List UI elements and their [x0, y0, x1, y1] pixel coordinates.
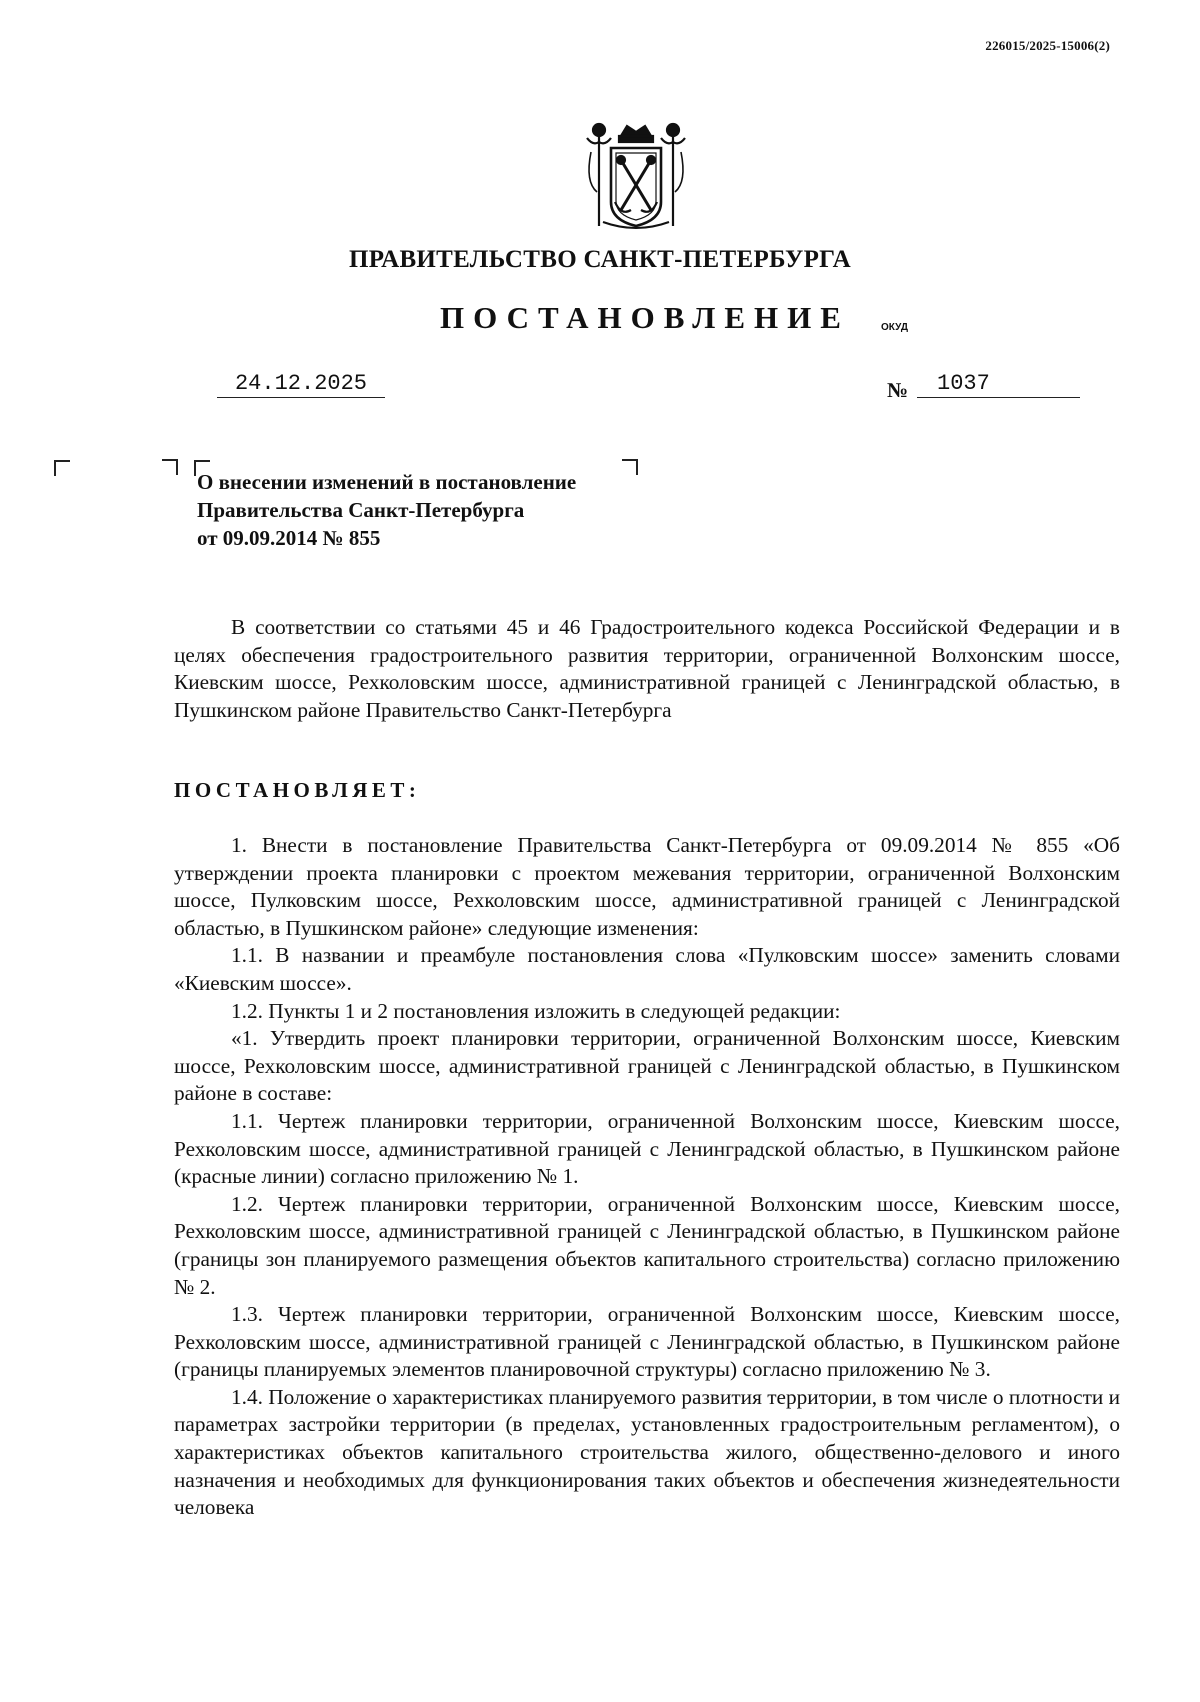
organization-name: ПРАВИТЕЛЬСТВО САНКТ-ПЕТЕРБУРГА	[348, 246, 852, 273]
paragraph: 1.1. Чертеж планировки территории, ограниченной Волхонским шоссе, Киевским шоссе, Рехколовским шоссе, административной границей с Ленинградской областью, в Пушкинском районе (красные линии) согласно приложению № 1.	[174, 1108, 1120, 1189]
paragraph: 1.4. Положение о характеристиках планируемого развития территории, в том числе о плотности и параметрах застройки территории (в пределах, установленных градостроительным регламентом), о характеристиках объектов капитального строительства жилого, общественно-делового и иного назначения и необходимых для функционирования таких объектов и обеспечения жизнедеятельности человека	[174, 1384, 1120, 1520]
document-code: 226015/2025-15006(2)	[985, 38, 1110, 53]
coat-of-arms-icon	[583, 122, 689, 232]
paragraph: 1.2. Пункты 1 и 2 постановления изложить в следующей редакции:	[231, 998, 841, 1023]
document-subject	[197, 468, 657, 552]
okud-label: ОКУД	[881, 322, 908, 333]
document-date: 24.12.2025	[217, 371, 385, 398]
paragraph: «1. Утвердить проект планировки территории, ограниченной Волхонским шоссе, Киевским шоссе, Рехколовским шоссе, административной границей с Ленинградской областью, в Пушкинском районе в составе:	[174, 1026, 1120, 1106]
document-number: 1037	[917, 371, 1080, 398]
paragraph: 1.3. Чертеж планировки территории, ограниченной Волхонским шоссе, Киевским шоссе, Рехколовским шоссе, административной границей с Ленинградской областью, в Пушкинском районе (границы планируемых элементов планировочной структуры) согласно приложению № 3.	[174, 1302, 1120, 1382]
preamble-block	[174, 614, 1120, 724]
document-type: ПОСТАНОВЛЕНИЕ	[440, 300, 850, 335]
paragraph: 1.1. В названии и преамбуле постановления слова «Пулковским шоссе» заменить словами «Киевским шоссе».	[174, 943, 1120, 995]
corner-mark	[162, 459, 178, 475]
paragraph: 1. Внести в постановление Правительства Санкт-Петербурга от 09.09.2014 № 855 «Об утверждении проекта планировки с проектом межевания территории, ограниченной Волхонским шоссе, Пулковским шоссе, Рехколовским шоссе, административной границей с Ленинградской областью, в Пушкинском районе» следующие изменения:	[174, 833, 1120, 940]
number-label: №	[887, 378, 909, 402]
paragraph: 1.2. Чертеж планировки территории, ограниченной Волхонским шоссе, Киевским шоссе, Рехколовским шоссе, административной границей с Ленинградской областью, в Пушкинском районе (границы зон планируемого размещения объектов капитального строительства) согласно приложению № 2.	[174, 1191, 1120, 1299]
preamble-paragraph: В соответствии со статьями 45 и 46 Градостроительного кодекса Российской Федерации и в целях обеспечения градостроительного развития территории, ограниченной Волхонским шоссе, Киевским шоссе, Рехколовским шоссе, административной границей с Ленинградской областью, в Пушкинском районе Правительство Санкт-Петербурга	[174, 615, 1120, 722]
resolves-heading: ПОСТАНОВЛЯЕТ:	[174, 778, 421, 802]
subject-line: от 09.09.2014 № 855	[197, 526, 381, 550]
subject-line: О внесении изменений в постановление	[197, 470, 577, 494]
main-text-block	[174, 832, 1120, 1522]
corner-mark	[54, 460, 70, 476]
subject-line: Правительства Санкт-Петербурга	[197, 498, 525, 522]
